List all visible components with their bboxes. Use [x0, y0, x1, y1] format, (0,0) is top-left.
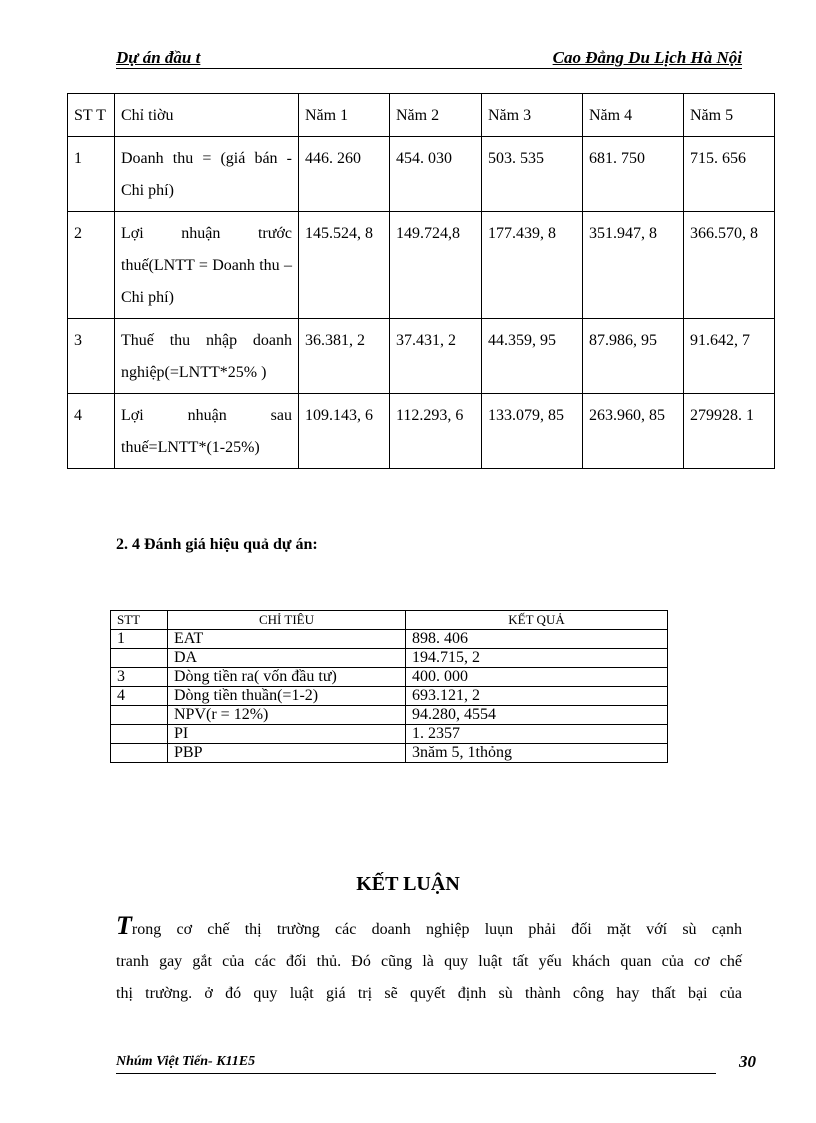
header-cell-year2: Năm 2 — [390, 94, 482, 137]
row-value: 279928. 1 — [684, 394, 775, 469]
row-value: 681. 750 — [583, 137, 684, 212]
header-school-name: Cao Đẳng Du Lịch Hà Nội — [552, 48, 742, 67]
row-label: Dòng tiền thuần(=1-2) — [168, 687, 406, 706]
row-value: 715. 656 — [684, 137, 775, 212]
row-stt: 2 — [68, 212, 115, 319]
row-value: 898. 406 — [406, 630, 668, 649]
table-row — [111, 649, 668, 668]
efficiency-table — [110, 610, 668, 763]
table-header-row — [68, 94, 775, 137]
row-value: 351.947, 8 — [583, 212, 684, 319]
row-value: 44.359, 95 — [482, 319, 583, 394]
row-stt: 1 — [111, 630, 168, 649]
footer-rule — [116, 1073, 716, 1074]
row-value: 91.642, 7 — [684, 319, 775, 394]
header-cell-indicator: Chỉ tiờu — [115, 94, 299, 137]
drop-cap: T — [116, 911, 132, 940]
row-label: DA — [168, 649, 406, 668]
row-label: Lợi nhuận trước thuế(LNTT = Doanh thu –Chi phí) — [115, 212, 299, 319]
row-value: 145.524, 8 — [299, 212, 390, 319]
page-header — [116, 48, 742, 72]
header-cell-result: KẾT QUẢ — [406, 611, 668, 630]
row-stt: 4 — [68, 394, 115, 469]
row-value: 263.960, 85 — [583, 394, 684, 469]
row-value: 133.079, 85 — [482, 394, 583, 469]
table-row — [68, 137, 775, 212]
row-label: NPV(r = 12%) — [168, 706, 406, 725]
row-value: 693.121, 2 — [406, 687, 668, 706]
table-row — [111, 706, 668, 725]
financial-table — [67, 93, 775, 469]
paragraph-line: thị trường. ở đó quy luật giá trị sẽ quyết định sù thành công hay thất bại của — [116, 985, 742, 1002]
table-header-row — [111, 611, 668, 630]
table-row — [111, 630, 668, 649]
table-row — [111, 668, 668, 687]
row-value: 503. 535 — [482, 137, 583, 212]
row-value: 36.381, 2 — [299, 319, 390, 394]
header-cell-year3: Năm 3 — [482, 94, 583, 137]
header-project-title: Dự án đầu t — [116, 48, 201, 67]
row-value: 94.280, 4554 — [406, 706, 668, 725]
table-row — [68, 212, 775, 319]
conclusion-paragraph — [116, 910, 742, 1010]
header-cell-year1: Năm 1 — [299, 94, 390, 137]
row-stt — [111, 649, 168, 668]
row-value: 37.431, 2 — [390, 319, 482, 394]
paragraph-line: tranh gay gắt của các đối thủ. Đó cũng là quy luật tất yếu khách quan của cơ chế — [116, 953, 742, 970]
row-label: PI — [168, 725, 406, 744]
row-value: 400. 000 — [406, 668, 668, 687]
row-value: 1. 2357 — [406, 725, 668, 744]
table-row — [111, 725, 668, 744]
table-row — [111, 744, 668, 763]
header-cell-year5: Năm 5 — [684, 94, 775, 137]
row-stt: 3 — [111, 668, 168, 687]
row-label: Lợi nhuận sau thuế=LNTT*(1-25%) — [115, 394, 299, 469]
row-value: 194.715, 2 — [406, 649, 668, 668]
table-row — [111, 687, 668, 706]
row-value: 109.143, 6 — [299, 394, 390, 469]
page-footer — [116, 1054, 756, 1078]
paragraph-line — [116, 910, 742, 946]
table-row — [68, 394, 775, 469]
row-value: 446. 260 — [299, 137, 390, 212]
page-number: 30 — [739, 1052, 756, 1071]
row-value: 112.293, 6 — [390, 394, 482, 469]
header-cell-indicator: CHỈ TIÊU — [168, 611, 406, 630]
row-stt — [111, 725, 168, 744]
row-value: 177.439, 8 — [482, 212, 583, 319]
row-stt: 3 — [68, 319, 115, 394]
table-row — [68, 319, 775, 394]
row-label: EAT — [168, 630, 406, 649]
row-label: Thuế thu nhập doanh nghiệp(=LNTT*25% ) — [115, 319, 299, 394]
row-value: 366.570, 8 — [684, 212, 775, 319]
conclusion-title: KẾT LUẬN — [356, 873, 460, 895]
footer-group-name: Nhúm Việt Tiến- K11E5 — [116, 1054, 256, 1069]
row-label: PBP — [168, 744, 406, 763]
section-title: 2. 4 Đánh giá hiệu quả dự án: — [116, 536, 318, 553]
row-stt: 4 — [111, 687, 168, 706]
row-value: 87.986, 95 — [583, 319, 684, 394]
row-label: Dòng tiền ra( vốn đầu tư) — [168, 668, 406, 687]
row-label: Doanh thu = (giá bán - Chi phí) — [115, 137, 299, 212]
header-rule — [116, 68, 742, 69]
row-value: 454. 030 — [390, 137, 482, 212]
row-stt — [111, 744, 168, 763]
row-stt: 1 — [68, 137, 115, 212]
row-value: 3năm 5, 1thỏng — [406, 744, 668, 763]
paragraph-line-text: rong cơ chế thị trường các doanh nghiệp luụn phải đối mặt vớí sù cạnh — [131, 921, 742, 938]
header-cell-stt: ST T — [68, 94, 115, 137]
row-stt — [111, 706, 168, 725]
row-value: 149.724,8 — [390, 212, 482, 319]
header-cell-year4: Năm 4 — [583, 94, 684, 137]
header-cell-stt: STT — [111, 611, 168, 630]
